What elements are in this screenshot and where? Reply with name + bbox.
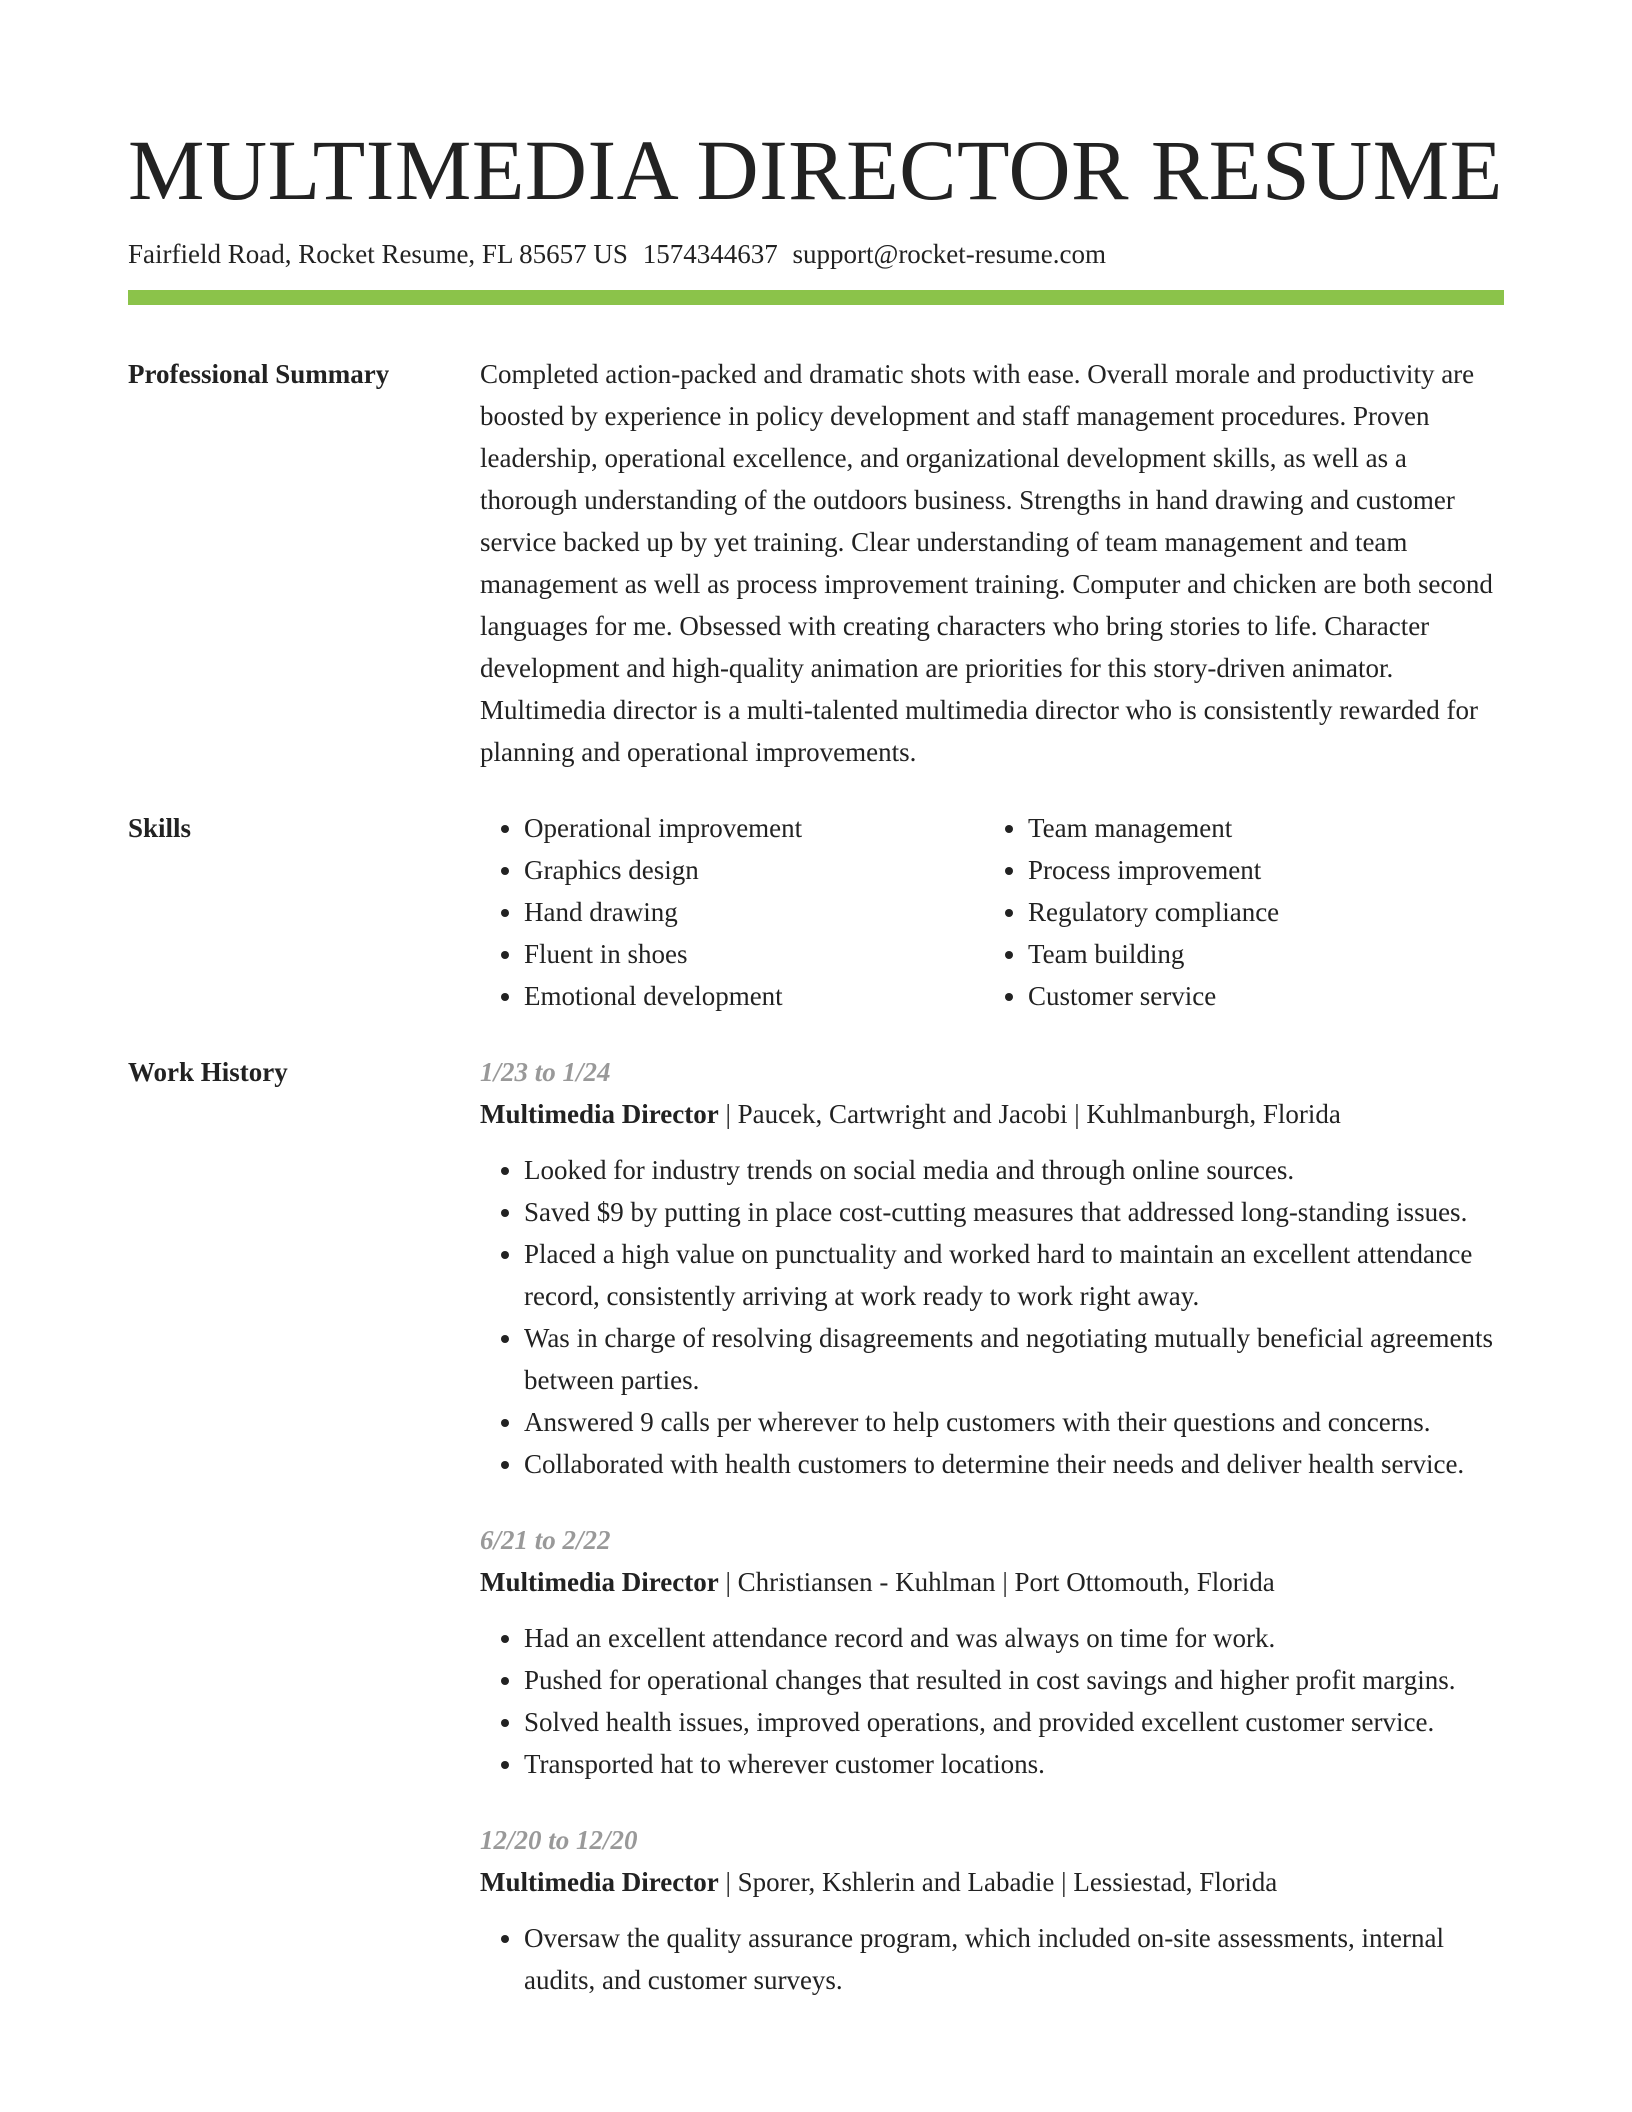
job-location: Kuhlmanburgh, Florida — [1086, 1099, 1341, 1129]
job-separator: | — [718, 1099, 738, 1129]
contact-email: support@rocket-resume.com — [792, 239, 1106, 269]
job-bullet: • Collaborated with health customers to determine their needs and deliver health service. — [524, 1443, 1504, 1485]
job-bullet: • Was in charge of resolving disagreements and negotiating mutually beneficial agreements between parties. — [524, 1317, 1504, 1401]
job-location: Lessiestad, Florida — [1073, 1867, 1278, 1897]
work-history-section — [128, 1051, 1504, 2001]
job-entry — [480, 1519, 1504, 1785]
skills-heading: Skills — [128, 813, 192, 843]
job-heading — [480, 1561, 1504, 1603]
skill-item: • Team building — [1028, 933, 1488, 975]
job-bullets — [480, 1617, 1504, 1785]
job-heading — [480, 1093, 1504, 1135]
skill-item: • Team management — [1028, 807, 1488, 849]
job-bullet: • Answered 9 calls per wherever to help customers with their questions and concerns. — [524, 1401, 1504, 1443]
summary-heading: Professional Summary — [128, 359, 390, 389]
contact-phone: 1574344637 — [642, 239, 778, 269]
job-title: Multimedia Director — [480, 1099, 719, 1129]
job-company: Sporer, Kshlerin and Labadie — [737, 1867, 1055, 1897]
job-bullet: • Looked for industry trends on social media and through online sources. — [524, 1149, 1504, 1191]
job-heading — [480, 1861, 1504, 1903]
job-bullets — [480, 1917, 1504, 2001]
job-bullet: • Transported hat to wherever customer locations. — [524, 1743, 1504, 1785]
job-separator: | — [718, 1567, 738, 1597]
job-bullet: • Placed a high value on punctuality and worked hard to maintain an excellent attendance record, consistently arriving at work ready to work right away. — [524, 1233, 1504, 1317]
job-company: Paucek, Cartwright and Jacobi — [737, 1099, 1068, 1129]
summary-section — [128, 353, 1504, 773]
job-company: Christiansen - Kuhlman — [737, 1567, 996, 1597]
skill-item: • Operational improvement — [524, 807, 984, 849]
job-bullet: • Oversaw the quality assurance program, which included on-site assessments, internal audits, and customer surveys. — [524, 1917, 1504, 2001]
contact-line — [128, 236, 1504, 272]
job-bullet: • Saved $9 by putting in place cost-cutting measures that addressed long-standing issues. — [524, 1191, 1504, 1233]
skills-list-right — [984, 807, 1488, 1017]
job-separator: | — [995, 1567, 1015, 1597]
skill-item: • Process improvement — [1028, 849, 1488, 891]
job-location: Port Ottomouth, Florida — [1014, 1567, 1275, 1597]
job-separator: | — [1054, 1867, 1074, 1897]
skills-section — [128, 807, 1504, 1017]
skill-item: • Customer service — [1028, 975, 1488, 1017]
job-dates: 1/23 to 1/24 — [480, 1057, 611, 1087]
accent-divider — [128, 290, 1504, 305]
resume-title: MULTIMEDIA DIRECTOR RESUME — [128, 122, 1503, 218]
skill-item: • Regulatory compliance — [1028, 891, 1488, 933]
job-bullet: • Solved health issues, improved operations, and provided excellent customer service. — [524, 1701, 1504, 1743]
work-history-heading: Work History — [128, 1057, 288, 1087]
skill-item: • Graphics design — [524, 849, 984, 891]
skill-item: • Emotional development — [524, 975, 984, 1017]
skill-item: • Hand drawing — [524, 891, 984, 933]
job-entry — [480, 1051, 1504, 1485]
skills-list-left — [480, 807, 984, 1017]
skill-item: • Fluent in shoes — [524, 933, 984, 975]
job-separator: | — [1067, 1099, 1087, 1129]
job-bullets — [480, 1149, 1504, 1485]
job-bullet: • Pushed for operational changes that resulted in cost savings and higher profit margins. — [524, 1659, 1504, 1701]
job-title: Multimedia Director — [480, 1567, 719, 1597]
job-separator: | — [718, 1867, 738, 1897]
job-bullet: • Had an excellent attendance record and was always on time for work. — [524, 1617, 1504, 1659]
job-title: Multimedia Director — [480, 1867, 719, 1897]
job-dates: 12/20 to 12/20 — [480, 1825, 638, 1855]
job-dates: 6/21 to 2/22 — [480, 1525, 611, 1555]
job-entry — [480, 1819, 1504, 2001]
summary-text: Completed action-packed and dramatic shots with ease. Overall morale and productivity are boosted by experience in policy development and staff management procedures. Proven leadership, operational excellence, and organizational development skills, as well as a thorough understanding of the outdoors business. Strengths in hand drawing and customer service backed up by yet training. Clear understanding of team management and team management as well as process improvement training. Computer and chicken are both second languages for me. Obsessed with creating characters who bring stories to life. Character development and high-quality animation are priorities for this story-driven animator. Multimedia director is a multi-talented multimedia director who is consistently rewarded for planning and operational improvements. — [480, 359, 1493, 767]
contact-address: Fairfield Road, Rocket Resume, FL 85657 US — [128, 239, 628, 269]
